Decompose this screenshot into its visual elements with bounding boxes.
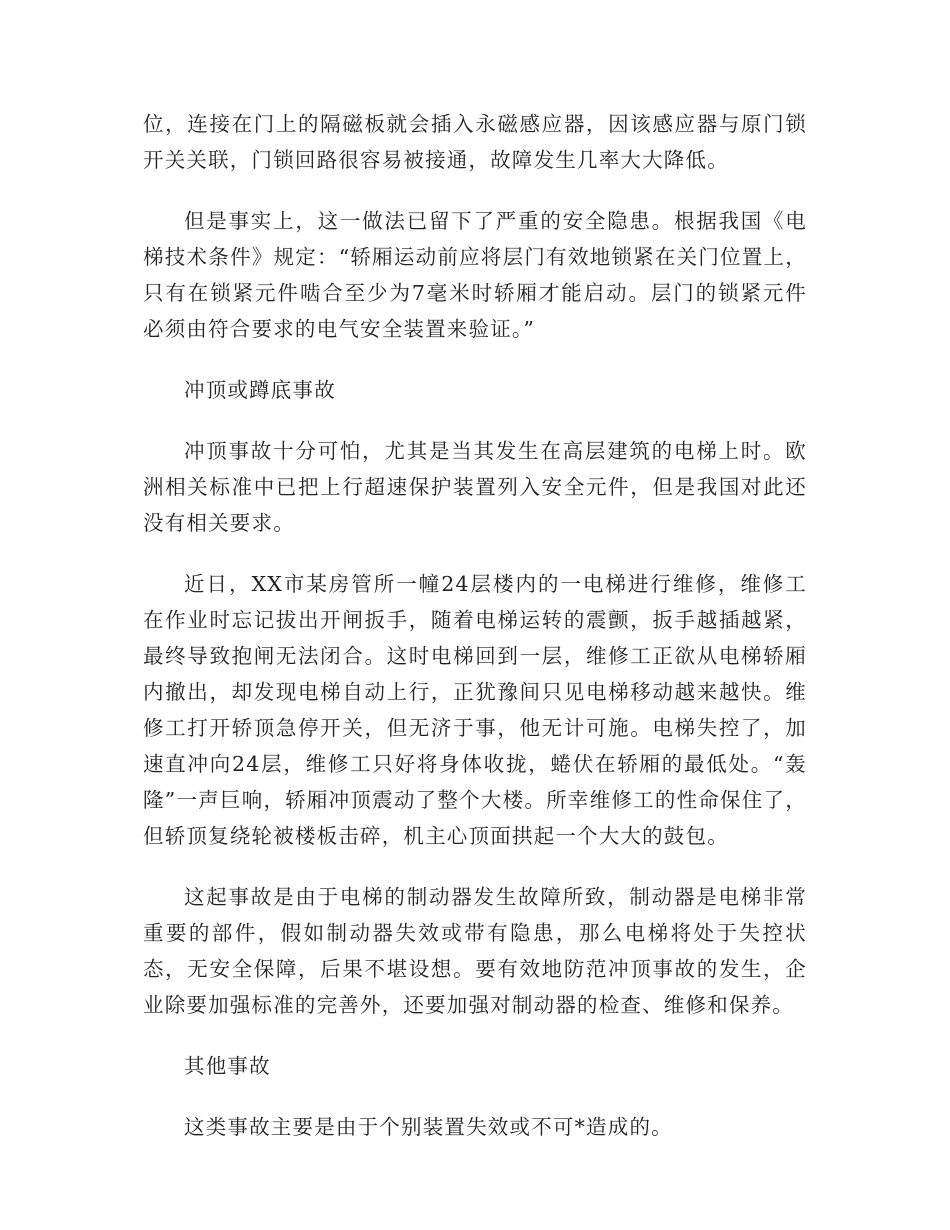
- section-heading-other: 其他事故: [184, 1054, 271, 1078]
- paragraph-incident-case: 近日，XX市某房管所一幢24层楼内的一电梯进行维修，维修工在作业时忘记拔出开闸扳手，随着电梯运转的震颤，扳手越插越紧，最终导致抱闸无法闭合。这时电梯回到一层，维修工正欲从电梯轿厢内撤出，却发现电梯自动上行，正犹豫间只见电梯移动越来越快。维修工打开轿顶急停开关，但无济于事，他无计可施。电梯失控了，加速直冲向24层，维修工只好将身体收拢，蜷伏在轿厢的最低处。“轰隆”一声巨响，轿厢冲顶震动了整个大楼。所幸维修工的性命保住了，但轿顶复绕轮被楼板击碎，机主心顶面拱起一个大大的鼓包。: [143, 572, 807, 848]
- paragraph-continuation: 位，连接在门上的隔磁板就会插入永磁感应器，因该感应器与原门锁开关关联，门锁回路很容易被接通，故障发生几率大大降低。: [143, 112, 807, 172]
- paragraph-other-accidents: 这类事故主要是由于个别装置失效或不可*造成的。: [184, 1115, 673, 1139]
- section-heading-overtravel: 冲顶或蹲底事故: [184, 378, 336, 402]
- paragraph-safety-hazard: 但是事实上，这一做法已留下了严重的安全隐患。根据我国《电梯技术条件》规定：“轿厢运动前应将层门有效地锁紧在关门位置上，只有在锁紧元件啮合至少为7毫米时轿厢才能启动。层门的锁紧元件必须由符合要求的电气安全装置来验证。”: [143, 209, 807, 341]
- paragraph-brake-analysis: 这起事故是由于电梯的制动器发生故障所致，制动器是电梯非常重要的部件，假如制动器失效或带有隐患，那么电梯将处于失控状态，无安全保障，后果不堪设想。要有效地防范冲顶事故的发生，企业除要加强标准的完善外，还要加强对制动器的检查、维修和保养。: [143, 885, 807, 1017]
- document-body: [143, 106, 807, 1170]
- paragraph-overtravel-intro: 冲顶事故十分可怕，尤其是当其发生在高层建筑的电梯上时。欧洲相关标准中已把上行超速保护装置列入安全元件，但是我国对此还没有相关要求。: [143, 439, 807, 535]
